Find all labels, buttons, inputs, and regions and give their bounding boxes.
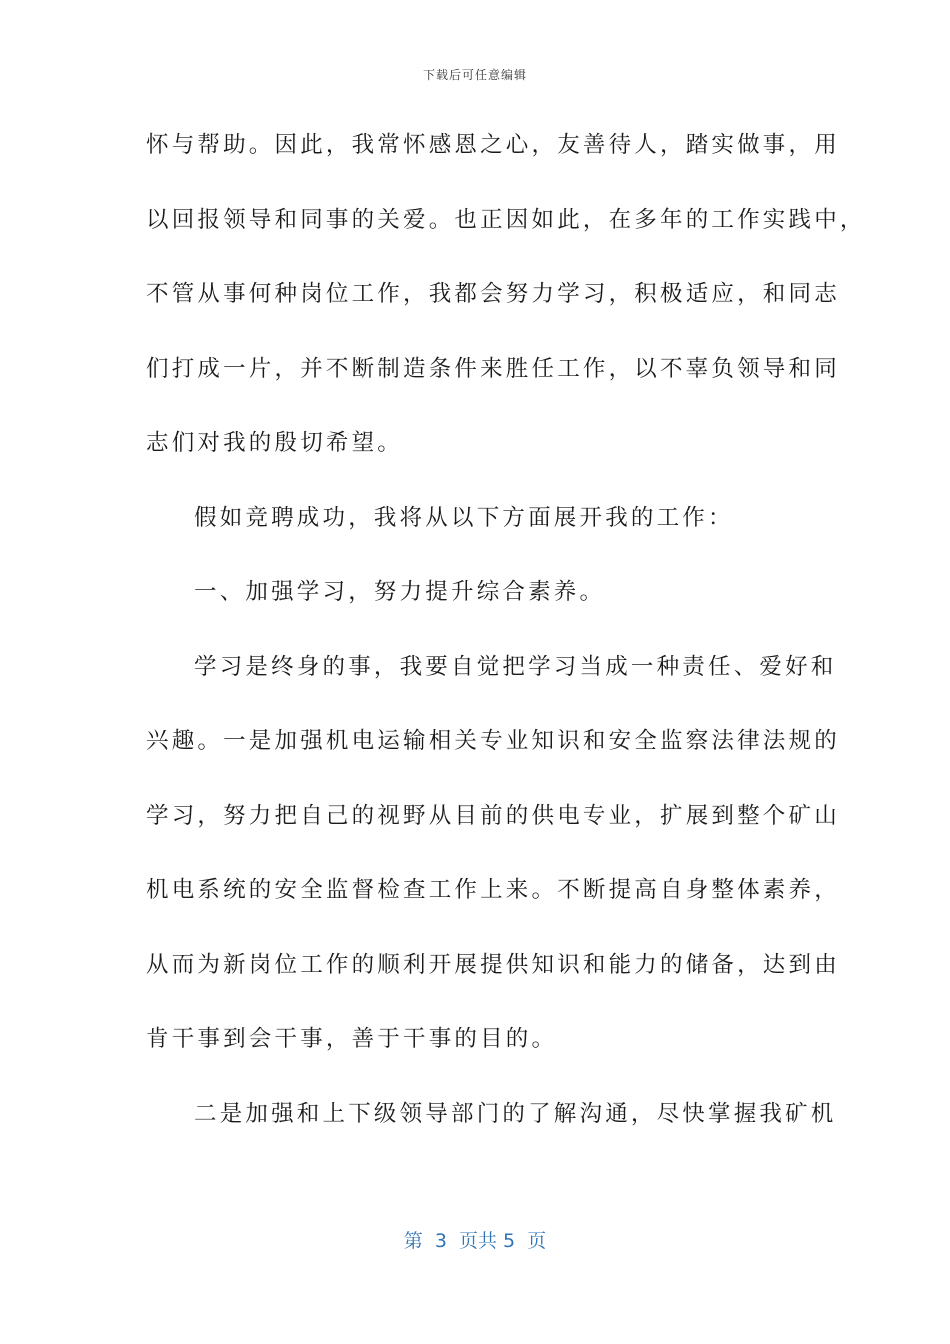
page-footer: 第 3 页共 5 页	[403, 1230, 547, 1252]
text-line: 兴趣。一是加强机电运输相关专业知识和安全监察法律法规的	[146, 728, 840, 754]
document-body	[146, 122, 866, 1165]
text-line: 一、加强学习，努力提升综合素养。	[194, 579, 606, 605]
text-line: 怀与帮助。因此，我常怀感恩之心，友善待人，踏实做事，用	[146, 132, 840, 158]
text-line: 机电系统的安全监督检查工作上来。不断提高自身整体素养，	[146, 877, 840, 903]
text-line: 肯干事到会干事，善于干事的目的。	[146, 1026, 558, 1052]
text-line: 假如竞聘成功，我将从以下方面展开我的工作：	[194, 504, 734, 531]
text-line: 不管从事何种岗位工作，我都会努力学习，积极适应，和同志	[146, 281, 840, 307]
text-line: 学习，努力把自己的视野从目前的供电专业，扩展到整个矿山	[146, 802, 840, 829]
text-line: 们打成一片，并不断制造条件来胜任工作，以不辜负领导和同	[146, 355, 840, 382]
text-line: 从而为新岗位工作的顺利开展提供知识和能力的储备，达到由	[146, 951, 840, 978]
header-note: 下载后可任意编辑	[422, 68, 527, 82]
text-line: 学习是终身的事，我要自觉把学习当成一种责任、爱好和	[194, 653, 837, 680]
text-line: 以回报领导和同事的关爱。也正因如此，在多年的工作实践中，	[146, 206, 866, 233]
text-line: 二是加强和上下级领导部门的了解沟通，尽快掌握我矿机	[194, 1100, 837, 1127]
text-line: 志们对我的殷切希望。	[146, 430, 404, 456]
